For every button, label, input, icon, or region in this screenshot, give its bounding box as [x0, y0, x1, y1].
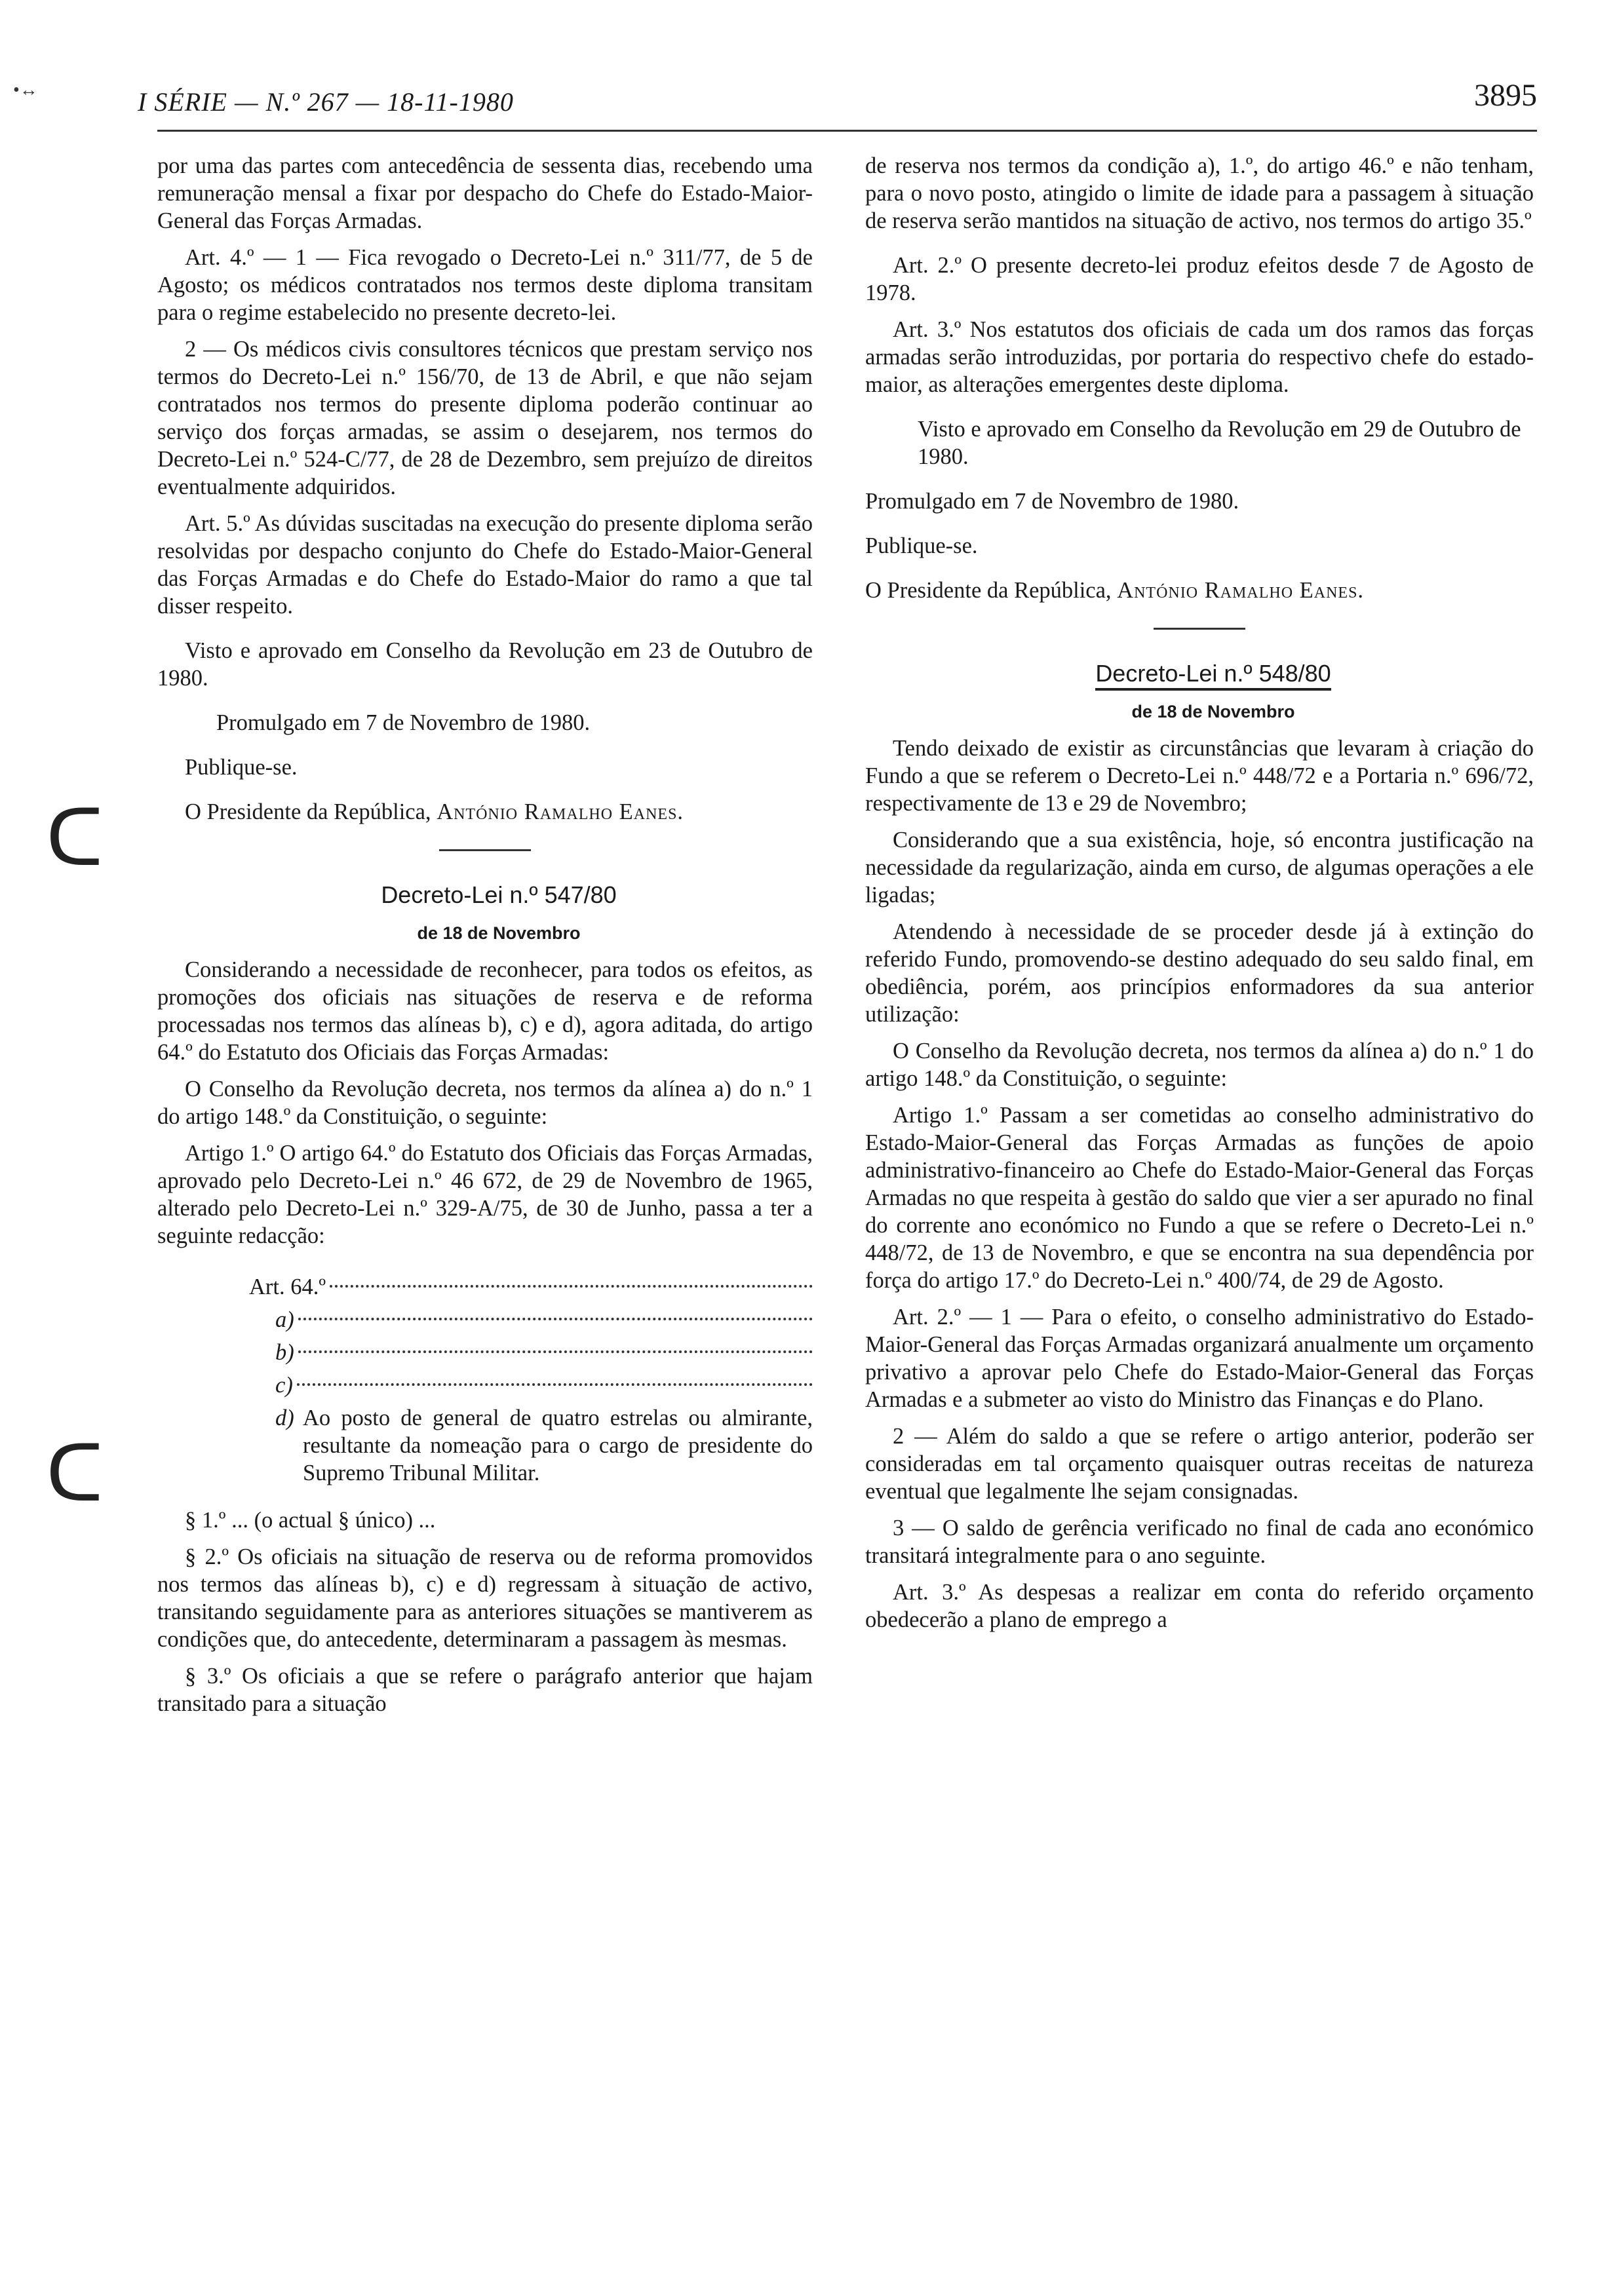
right-column	[865, 152, 1534, 1643]
decree-date: de 18 de Novembro	[1131, 702, 1295, 721]
signature-intro: O Presidente da República,	[865, 578, 1112, 603]
paragraph: Considerando que a sua existência, hoje, só encontra justificação na necessidade da regularização, ainda em curso, de algumas operações a ele ligadas;	[865, 828, 1534, 908]
paragraph: de reserva nos termos da condição a), 1.º, do artigo 46.º e não tenham, para o novo posto, atingido o limite de idade para a passagem à situação de reserva serão mantidos na situação de activo, nos termos do artigo 35.º	[865, 153, 1534, 233]
decree-title	[865, 659, 1534, 689]
signature-name: António Ramalho Eanes.	[437, 799, 684, 824]
page-number: 3895	[1474, 78, 1537, 113]
paragraph: Art. 5.º As dúvidas suscitadas na execução do presente diploma serão resolvidas por despacho conjunto do Chefe do Estado-Maior-General das Forças Armadas e do Chefe do Estado-Maior do ramo a que tal disser respeito.	[157, 511, 813, 619]
dot-leader	[298, 1350, 813, 1353]
paragraph: Art. 3.º As despesas a realizar em conta do referido orçamento obedecerão a plano de emprego a	[865, 1580, 1534, 1632]
section-separator	[1154, 628, 1245, 630]
paragraph: 2 — Os médicos civis consultores técnicos que prestam serviço nos termos do Decreto-Lei n.º 156/70, de 13 de Abril, e que não sejam contratados nos termos do presente diploma poderão continuar ao serviço dos forças armadas, se assim o desejarem, nos termos do Decreto-Lei n.º 524-C/77, de 28 de Dezembro, sem prejuízo de direitos eventualmente adquiridos.	[157, 337, 813, 499]
quote-item	[249, 1404, 813, 1487]
paragraph: Artigo 1.º Passam a ser cometidas ao conselho administrativo do Estado-Maior-General das Forças Armadas as funções de apoio administrativo-financeiro ao Chefe do Estado-Maior-General das Forças Armadas no que respeita à gestão do saldo que vier a ser apurado no final do corrente ano económico no Fundo a que se refere o Decreto-Lei n.º 448/72, de 13 de Novembro, e que se encontra na sua dependência por força do artigo 17.º do Decreto-Lei n.º 400/74, de 29 de Agosto.	[865, 1103, 1534, 1293]
paragraph: Tendo deixado de existir as circunstâncias que levaram à criação do Fundo a que se referem o Decreto-Lei n.º 448/72 e a Portaria n.º 696/72, respectivamente de 13 e 29 de Novembro;	[865, 736, 1534, 816]
decree-date: de 18 de Novembro	[417, 923, 581, 943]
stamp-mark: •↔	[13, 80, 38, 100]
section-separator	[439, 849, 531, 851]
paragraph: § 2.º Os oficiais na situação de reserva ou de reforma promovidos nos termos das alíneas b), c) e d) regressam à situação de activo, transitando seguidamente para as anteriores situações se mantiverem as condições que, do antecedente, determinaram a passagem às mesmas.	[157, 1544, 813, 1652]
series-label: I SÉRIE — N.º 267 — 18-11-1980	[138, 87, 514, 117]
signature-name: António Ramalho Eanes.	[1117, 578, 1365, 603]
promulgation-note: Promulgado em 7 de Novembro de 1980.	[216, 710, 591, 735]
paragraph: Art. 4.º — 1 — Fica revogado o Decreto-Lei n.º 311/77, de 5 de Agosto; os médicos contratados nos termos deste diploma transitam para o regime estabelecido no presente decreto-lei.	[157, 245, 813, 325]
quote-line	[249, 1339, 813, 1366]
paragraph: Considerando a necessidade de reconhecer, para todos os efeitos, as promoções dos oficiais nas situações de reserva e de reforma processadas nos termos das alíneas b), c) e d), agora aditada, do artigo 64.º do Estatuto dos Oficiais das Forças Armadas:	[157, 957, 813, 1065]
signature	[157, 798, 813, 826]
paragraph: Art. 3.º Nos estatutos dos oficiais de cada um dos ramos das forças armadas serão introduzidas, por portaria do respectivo chefe do estado-maior, as alterações emergentes deste diploma.	[865, 317, 1534, 397]
page-header	[131, 77, 1537, 130]
paragraph: por uma das partes com antecedência de sessenta dias, recebendo uma remuneração mensal a fixar por despacho do Chefe do Estado-Maior-General das Forças Armadas.	[157, 153, 813, 233]
paragraph: 3 — O saldo de gerência verificado no final de cada ano económico transitará integralmente para o ano seguinte.	[865, 1516, 1534, 1568]
paragraph: 2 — Além do saldo a que se refere o artigo anterior, poderão ser consideradas em tal orçamento quaisquer outras receitas de natureza eventual que legalmente lhe sejam consignadas.	[865, 1424, 1534, 1504]
paragraph: O Conselho da Revolução decreta, nos termos da alínea a) do n.º 1 do artigo 148.º da Constituição, o seguinte:	[865, 1039, 1534, 1091]
dot-leader	[298, 1318, 813, 1320]
paragraph: § 3.º Os oficiais a que se refere o parágrafo anterior que hajam transitado para a situação	[157, 1664, 813, 1716]
publish-note: Publique-se.	[185, 755, 298, 780]
signature-intro: O Presidente da República,	[185, 799, 431, 824]
quote-line	[249, 1273, 813, 1301]
dot-leader	[330, 1285, 813, 1288]
paragraph: Artigo 1.º O artigo 64.º do Estatuto dos Oficiais das Forças Armadas, aprovado pelo Decreto-Lei n.º 46 672, de 29 de Novembro de 1965, alterado pelo Decreto-Lei n.º 329-A/75, de 30 de Junho, passa a ter a seguinte redacção:	[157, 1141, 813, 1248]
quote-item-label: d)	[275, 1406, 294, 1430]
quote-article-label: Art. 64.º	[249, 1274, 326, 1299]
approval-note: Visto e aprovado em Conselho da Revolução em 29 de Outubro de 1980.	[918, 417, 1521, 469]
left-column	[157, 152, 813, 1727]
quoted-article	[157, 1273, 813, 1487]
header-rule	[157, 130, 1537, 132]
decree-title: Decreto-Lei n.º 547/80	[381, 881, 617, 908]
dot-leader	[297, 1383, 813, 1386]
quote-item-text: Ao posto de general de quatro estrelas ou almirante, resultante da nomeação para o cargo de presidente do Supremo Tribunal Militar.	[303, 1406, 813, 1485]
quote-line	[249, 1306, 813, 1333]
publish-note: Publique-se.	[865, 533, 978, 558]
quote-line	[249, 1371, 813, 1399]
paragraph: Atendendo à necessidade de se proceder desde já à extinção do referido Fundo, promovendo-se destino adequado do seu saldo final, em obediência, porém, aos princípios enformadores da sua anterior utilização:	[865, 919, 1534, 1027]
paragraph: Art. 2.º O presente decreto-lei produz efeitos desde 7 de Agosto de 1978.	[865, 253, 1534, 305]
approval-note: Visto e aprovado em Conselho da Revolução em 23 de Outubro de 1980.	[157, 638, 813, 691]
binder-hole-mark: ᑕ	[46, 1428, 104, 1520]
quote-item-label: b)	[275, 1340, 294, 1365]
quote-item-label: c)	[275, 1373, 293, 1398]
decree-title-text: Decreto-Lei n.º 548/80	[1095, 660, 1331, 691]
binder-hole-mark: ᑕ	[46, 793, 104, 884]
signature	[865, 577, 1534, 604]
quote-item-label: a)	[275, 1307, 294, 1332]
paragraph: § 1.º ... (o actual § único) ...	[185, 1508, 436, 1533]
promulgation-note: Promulgado em 7 de Novembro de 1980.	[865, 489, 1239, 514]
paragraph: O Conselho da Revolução decreta, nos termos da alínea a) do n.º 1 do artigo 148.º da Constituição, o seguinte:	[157, 1077, 813, 1129]
paragraph: Art. 2.º — 1 — Para o efeito, o conselho administrativo do Estado-Maior-General das Forças Armadas organizará anualmente um orçamento privativo a aprovar pelo Chefe do Estado-Maior-General das Forças Armadas e a submeter ao visto do Ministro das Finanças e do Plano.	[865, 1305, 1534, 1412]
